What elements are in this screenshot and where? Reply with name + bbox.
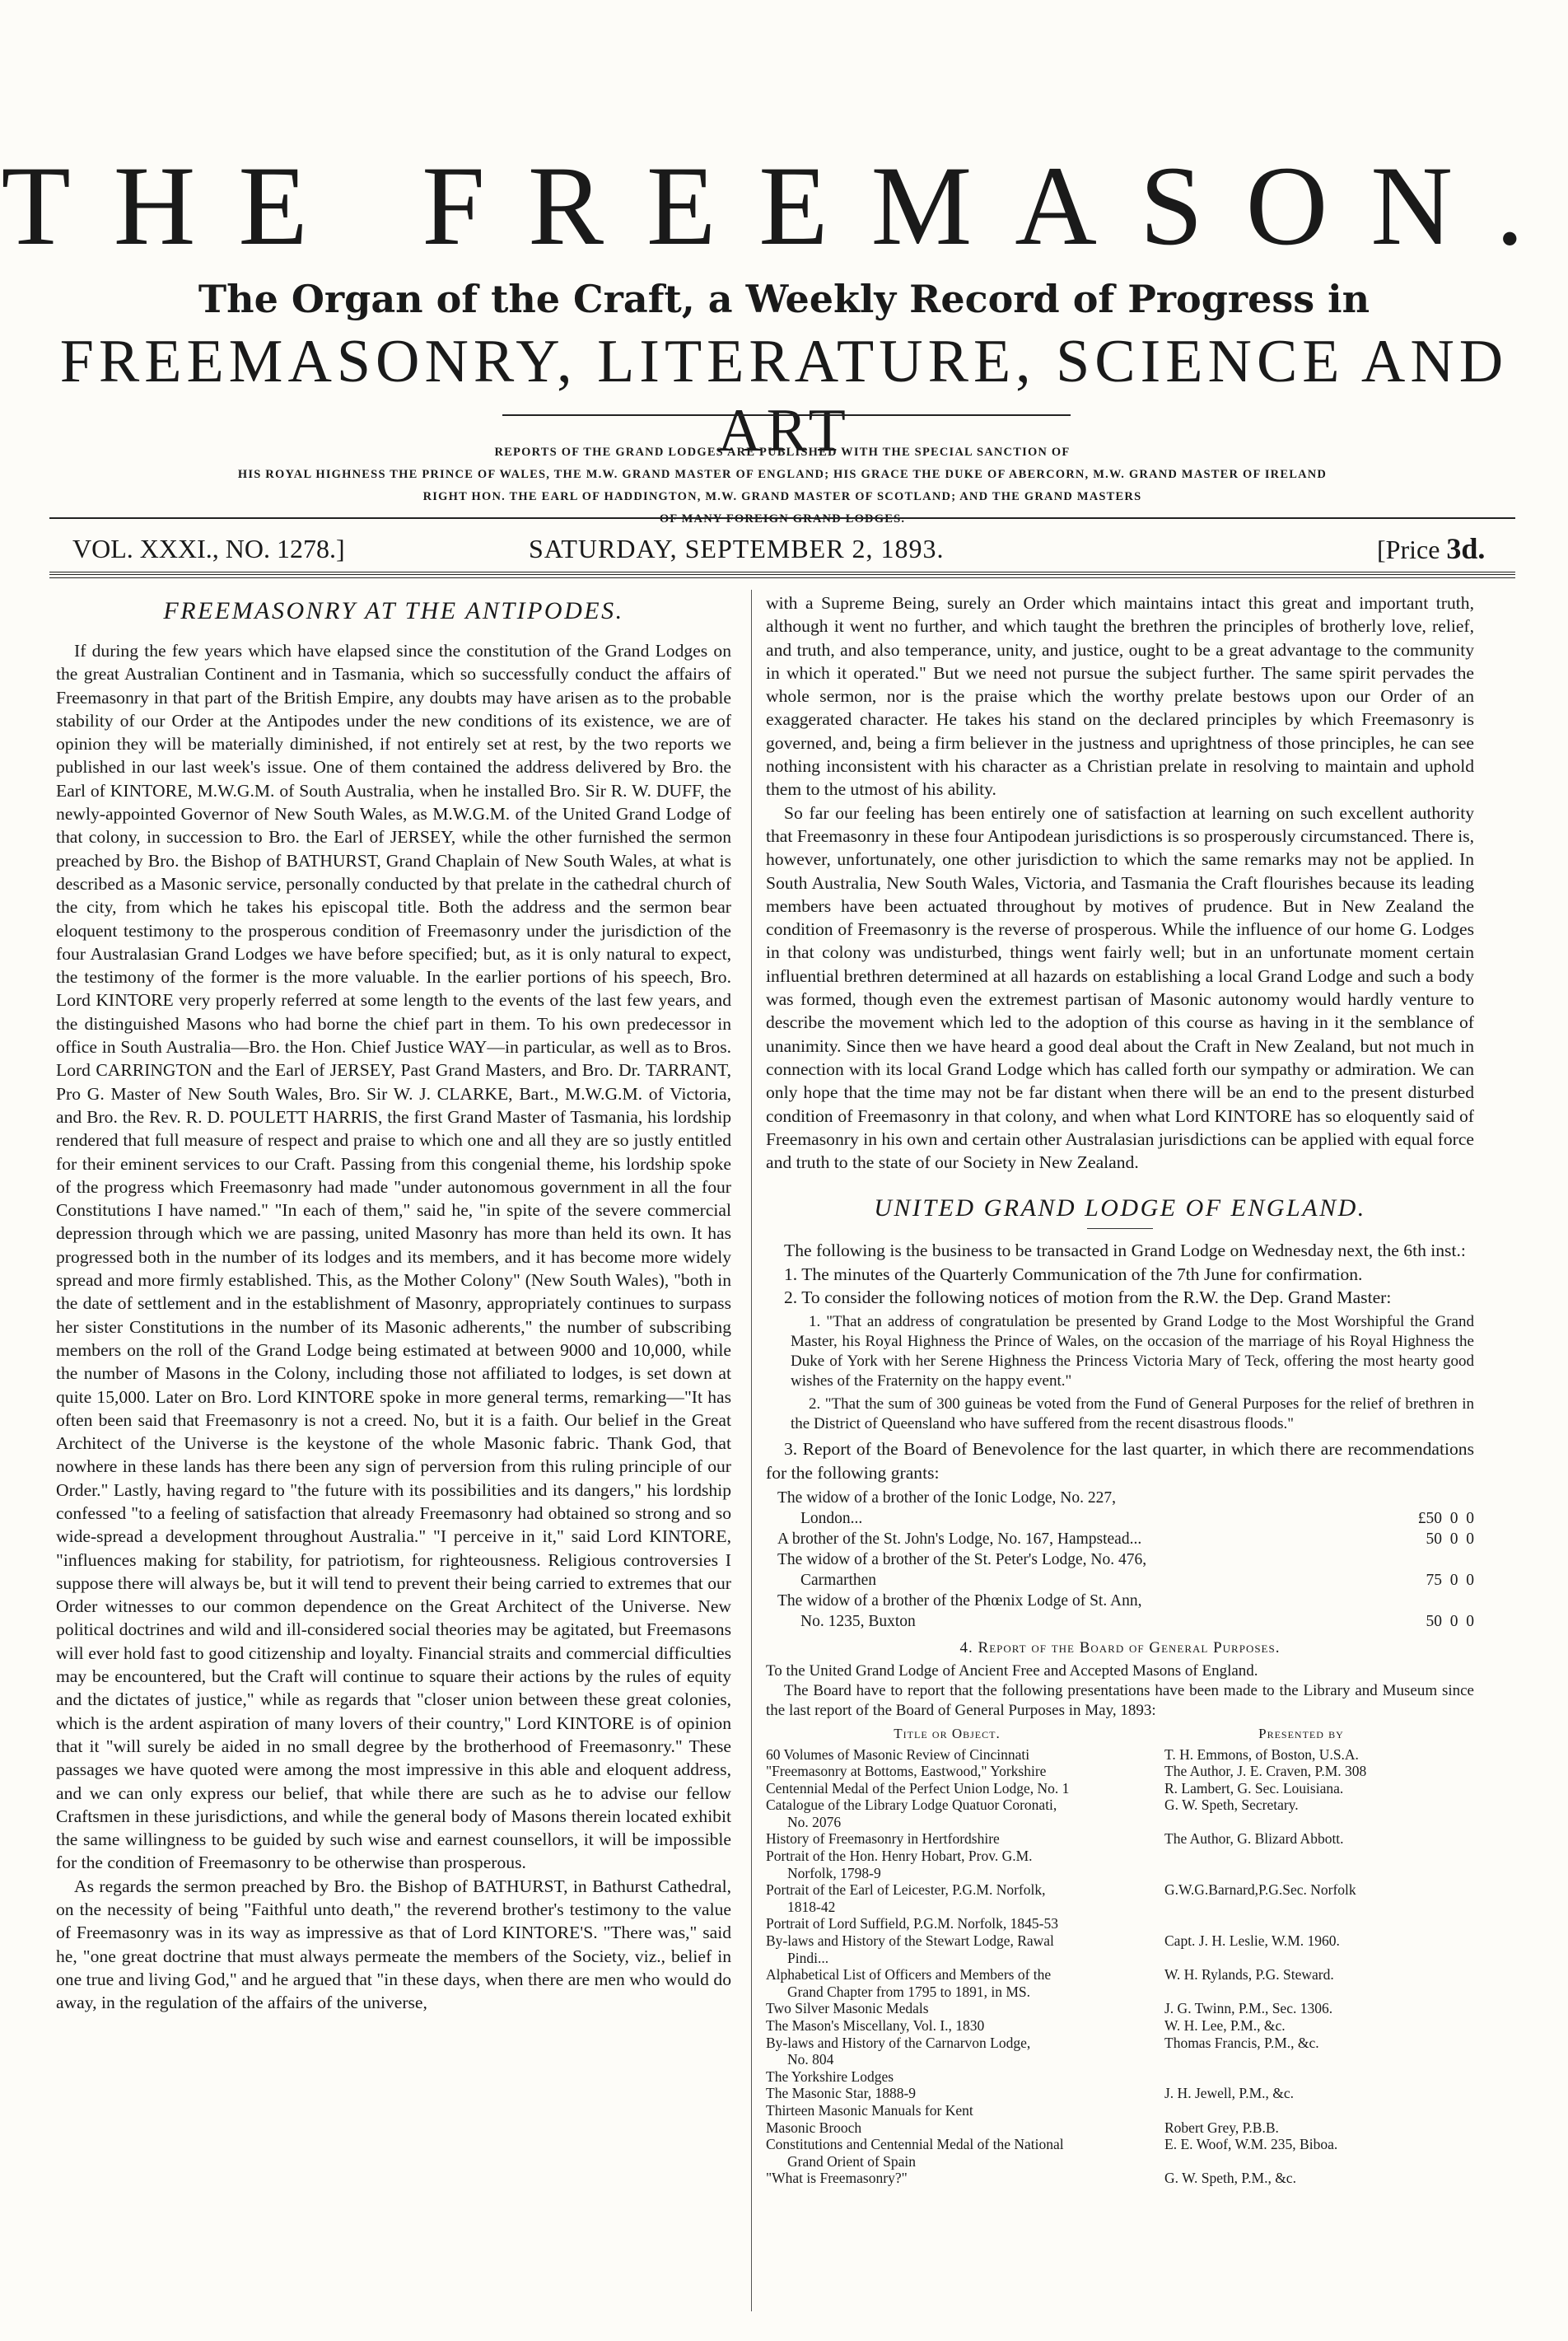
presentation-presenter: The Author, G. Blizard Abbott. [1164,1830,1344,1848]
board-text: The Board have to report that the following presentations have been made to the Library and Museum since the last report of the Board of General Purposes in May, 1893: [766,1682,1474,1720]
table-row [766,1763,1474,1780]
presentation-title-sub: 1818-42 [787,1898,836,1915]
presentation-title-text: Catalogue of the Library Lodge Quatuor Coronati, [766,1797,1057,1814]
right-column [766,591,1474,2187]
presentation-title-sub: No. 2076 [787,1813,842,1830]
presentation-title [766,2170,1160,2187]
article-heading-grand-lodge: UNITED GRAND LODGE OF ENGLAND. [874,1194,1366,1222]
article-paragraph: If during the few years which have elapsed since the constitution of the Grand Lodges on the great Australian Continent and in Tasmania, which so successfully conduct the affairs of Freemasonry in that part of the British Empire, any doubts may have arisen as to the probable stability of our Order at the Antipodes under the new conditions of its existence, we are of opinion they will be materially diminished, if not entirely set at rest, by the two reports we published in our last week's issue. One of them contained the address delivered by Bro. the Earl of KINTORE, M.W.G.M. of South Australia, when he installed Bro. Sir R. W. DUFF, the newly-appointed Governor of New South Wales, as M.W.G.M. of the United Grand Lodge of that colony, in succession to Bro. the Earl of JERSEY, while the other furnished the sermon preached by Bro. the Bishop of BATHURST, Grand Chaplain of New South Wales, at what is described as a Masonic service, personally conducted by that prelate in the cathedral church of the city, from which he takes his episcopal title. Both the address and the sermon bear eloquent testimony to the prosperous condition of Freemasonry under the jurisdiction of the four Australasian Grand Lodges we have before specified; but, as it is only natural to expect, the testimony of the former is the more valuable. In the earlier portions of his speech, Bro. Lord KINTORE very properly referred at some length to the events of the last few years, and the distinguished Masons who had borne the chief part in them. To his own predecessor in office in South Australia—Bro. the Hon. Chief Justice WAY—in particular, as well as to Bros. Lord CARRINGTON and the Earl of JERSEY, Past Grand Masters, and Bro. Dr. TARRANT, Pro G. Master of New South Wales, Bro. Sir W. J. CLARKE, Bart., M.W.G.M. of Victoria, and Bro. the Rev. R. D. POULETT HARRIS, the first Grand Master of Tasmania, his lordship rendered that full measure of respect and praise to which one and all they are so justly entitled for their eminent services to our Craft. Passing from this congenial theme, his lordship spoke of the progress which Freemasonry had made "under autonomous government in all the four Constitutions I have named." "In each of them," said he, "in spite of the severe commercial depression through which we are passing, united Masonry has more than held its own. It has progressed both in the number of its lodges and its members, and it has become more widely spread and more firmly established. This, as the Mother Colony" (New South Wales), "both in the date of settlement and in the establishment of Masonry, appropriately continues to surpass her sister Constitutions in the number of its Masonic adherents," the number of subscribing members on the roll of the Grand Lodge being estimated at between 9000 and 10,000, while the number of Masons in the Colony, including those not affiliated to lodges, is set down at quite 15,000. Later on Bro. Lord KINTORE spoke in more general terms, remarking—"It has often been said that Freemasonry is not a creed. No, but it is a faith. Our belief in the Great Architect of the Universe is the keystone of the whole Masonic fabric. Thank God, that nowhere in these lands has there been any sign of perversion from this ruling principle of our Order." Lastly, having regard to "the future with its possibilities and its dangers," his lordship confessed "to a feeling of satisfaction that already Freemasonry had obtained so strong and so wide-spread a development throughout Australia." "I perceive in it," said Lord KINTORE, "influences making for stability, for patriotism, for righteousness. Religious controversies I suppose there will always be, but it will tend to prevent their being carried to extremes that our Order witnesses to our common dependence on the Great Architect of the Universe. New political doctrines and wild and ill-considered social theories may be agitated, but Freemasons will ever hold fast to good citizenship and loyalty. Financial straits and commercial difficulties may be encountered, but the Craft will continue to square their actions by the rules of equity and the dictates of justice," while as regards that "closer union between these great colonies, which is the ardent aspiration of many lovers of their country," Lord KINTORE is of opinion that it "will surely be aided in no small degree by the brotherhood of Freemasonry." These passages we have quoted were among the most impressive in this able and eloquent address, and we can only express our belief, that while there are such as he to advise our fellow Craftsmen in these jurisdictions, and while the general body of Masons therein located exhibit the same willingness to be guided by such wise and earnest counsellors, it will be impossible for the condition of Freemasonry to be otherwise than prosperous. [56,641,731,1873]
presentation-title [766,1830,1160,1848]
presentation-title [766,2085,1160,2102]
presentation-title [766,1881,1160,1915]
presentation-presenter: G. W. Speth, P.M., &c. [1164,2170,1296,2187]
presentation-title-sub: Grand Orient of Spain [787,2152,917,2170]
presentation-title-text: Constitutions and Centennial Medal of the National [766,2136,1064,2153]
issue-volume: VOL. XXXI., NO. 1278.] [72,534,345,563]
presentation-presenter: G.W.G.Barnard,P.G.Sec. Norfolk [1164,1881,1356,1899]
presentation-title-sub: Pindi... [787,1949,829,1966]
article-continuation: with a Supreme Being, surely an Order which maintains intact this great and important truth, although it went no further, and which taught the brethren the principles of brotherly love, relief, and truth, and also temperance, unity, and justice, ought to be a great advantage to the community in which it operated." But we need not pursue the subject further. The same spirit pervades the whole sermon, nor is the praise which the worthy prelate bestows upon our Order of an exaggerated character. He takes his stand on the declared principles by which Freemasonry is governed, and, being a firm believer in the justness and uprightness of those principles, he can see nothing inconsistent with his character as a Christian prelate in resolving to maintain and uphold them to the utmost of his ability. [766,593,1474,800]
presentation-title-text: History of Freemasonry in Hertfordshire [766,1830,1000,1848]
presentation-title [766,1780,1160,1797]
table-row [766,1797,1474,1830]
column-divider [751,590,752,2311]
presentation-title-text: Masonic Brooch [766,2119,862,2136]
presentation-title-text: "What is Freemasonry?" [766,2170,908,2187]
left-column [56,591,731,2015]
newspaper-subtitle-subjects: FREEMASONRY, LITERATURE, SCIENCE AND ART [59,328,1509,465]
presentation-title-text: The Yorkshire Lodges [766,2068,894,2085]
motion-notice: 2. "That the sum of 300 guineas be voted from the Fund of General Purposes for the relief of brethren in the District of Queensland who have suffered from the recent disastrous floods." [791,1395,1474,1433]
presentation-presenter: E. E. Woof, W.M. 235, Biboa. [1164,2136,1338,2153]
presentations-header-presenter: Presented by [1258,1726,1344,1742]
presentation-title-sub: No. 804 [787,2051,834,2068]
presentation-title [766,1797,1160,1830]
table-row [766,2068,1474,2086]
presentation-title [766,2119,1160,2137]
presentation-presenter: J. H. Jewell, P.M., &c. [1164,2085,1295,2102]
heading-rule [1087,1228,1153,1229]
article-heading-antipodes: FREEMASONRY AT THE ANTIPODES. [163,597,624,624]
presentations-table [766,1746,1474,2187]
grant-entry: The widow of a brother of the Phœnix Lodge of St. Ann, No. 1235, Buxton 50 0 0 [777,1591,1474,1630]
presentation-presenter: W. H. Rylands, P.G. Steward. [1164,1966,1334,1984]
presentation-title [766,1932,1160,1966]
table-row [766,2017,1474,2035]
article-paragraph: As regards the sermon preached by Bro. the Bishop of BATHURST, in Bathurst Cathedral, on the necessity of being "Faithful unto death," the reverend brother's testimony to the value of Freemasonry was in its way as impressive as that of Lord KINTORE'S. "There was," said he, "one great doctrine that must always permeate the members of the Society, viz., belief in one true and living God," and he argued that "in these days, when there are men who would do away, in the regulation of the affairs of the universe, [56,1876,731,2013]
presentation-presenter: The Author, J. E. Craven, P.M. 308 [1164,1763,1367,1780]
presentation-title [766,2068,1160,2086]
business-item: 1. The minutes of the Quarterly Communication of the 7th June for confirmation. [784,1264,1363,1284]
presentation-presenter: W. H. Lee, P.M., &c. [1164,2017,1286,2034]
grant-amount: £50 0 0 [1417,1509,1474,1527]
presentation-title [766,2017,1160,2035]
presentation-presenter: R. Lambert, G. Sec. Louisiana. [1164,1779,1344,1797]
table-row [766,2119,1474,2137]
presentation-presenter: G. W. Speth, Secretary. [1164,1797,1299,1814]
grant-amount: 50 0 0 [1426,1530,1474,1548]
presentation-title-text: By-laws and History of the Stewart Lodge, Rawal [766,1932,1054,1950]
newspaper-subtitle: The Organ of the Craft, a Weekly Record of Progress in [198,277,1370,321]
business-intro: The following is the business to be transacted in Grand Lodge on Wednesday next, the 6th inst.: [784,1241,1466,1261]
presentation-title-text: Centennial Medal of the Perfect Union Lodge, No. 1 [766,1779,1070,1797]
presentation-title [766,2035,1160,2068]
price-label: [Price [1377,535,1440,564]
presentation-title-text: Portrait of the Earl of Leicester, P.G.M. Norfolk, [766,1881,1046,1899]
table-row [766,1780,1474,1797]
presentation-title-sub: Grand Chapter from 1795 to 1891, in MS. [787,1983,1031,2000]
table-row [766,2000,1474,2017]
sanction-line: REPORTS OF THE GRAND LODGES ARE PUBLISHED WITH THE SPECIAL SANCTION OF [494,446,1071,459]
presentation-title-text: Portrait of Lord Suffield, P.G.M. Norfolk, 1845-53 [766,1915,1058,1932]
presentation-presenter [1160,2068,1474,2086]
issue-price [1377,532,1485,566]
business-item: 3. Report of the Board of Benevolence for the last quarter, in which there are recommendations for the following grants: [766,1439,1474,1483]
sanction-line: HIS ROYAL HIGHNESS THE PRINCE OF WALES, THE M.W. GRAND MASTER OF ENGLAND; HIS GRACE THE DUKE OF ABERCORN, M.W. GRAND MASTER OF IRELAND [237,468,1328,481]
presentation-title [766,2136,1160,2170]
presentation-presenter: Robert Grey, P.B.B. [1164,2119,1279,2136]
grant-entry: A brother of the St. John's Lodge, No. 167, Hampstead... 50 0 0 [777,1530,1474,1548]
masthead-rule [502,414,1071,416]
presentation-title-text: The Mason's Miscellany, Vol. I., 1830 [766,2017,985,2034]
business-item: 2. To consider the following notices of motion from the R.W. the Dep. Grand Master: [784,1287,1392,1308]
table-row [766,1915,1474,1932]
table-row [766,1830,1474,1848]
presentation-title-text: By-laws and History of the Carnarvon Lodge, [766,2034,1031,2051]
presentation-title [766,2102,1160,2119]
table-row [766,1746,1474,1764]
grants-list [777,1488,1474,1632]
motion-notice: 1. "That an address of congratulation be presented by Grand Lodge to the Most Worshipful the Grand Master, his Royal Highness the Prince of Wales, on the occasion of the marriage of his Royal Highness the Duke of York with her Serene Highness the Princess Victoria Mary of Teck, offering the most hearty good wishes of the Fraternity on the happy event." [791,1313,1474,1390]
issue-date: SATURDAY, SEPTEMBER 2, 1893. [529,534,945,563]
presentation-presenter: J. G. Twinn, P.M., Sec. 1306. [1164,2000,1333,2017]
presentation-title [766,1848,1160,1881]
presentation-title-text: The Masonic Star, 1888-9 [766,2085,917,2102]
table-row [766,1848,1474,1881]
grant-amount: 50 0 0 [1426,1612,1474,1630]
presentation-title [766,1966,1160,2000]
table-row [766,2102,1474,2119]
issue-rule-top [49,517,1515,519]
presentation-title [766,1746,1160,1764]
newspaper-title: THE FREEMASON. [1,143,1567,269]
presentation-title-text: Alphabetical List of Officers and Members of the [766,1966,1052,1984]
presentation-title-text: Two Silver Masonic Medals [766,2000,929,2017]
presentation-presenter [1160,1848,1474,1881]
presentations-header-title: Title or Object. [894,1726,1001,1742]
presentation-presenter: T. H. Emmons, of Boston, U.S.A. [1164,1745,1359,1763]
presentation-presenter [1160,2102,1474,2119]
table-row [766,1966,1474,2000]
article-paragraph: So far our feeling has been entirely one of satisfaction at learning on such excellent authority that Freemasonry in these four Antipodean jurisdictions is so prosperously circumstanced. There is, however, unfortunately, one other jurisdiction to which the same remarks may not be applied. In South Australia, New South Wales, Victoria, and Tasmania the Craft flourishes because its leading members have been actuated throughout by motives of prudence. But in New Zealand the condition of Freemasonry is the reverse of prosperous. While the influence of our home G. Lodges in that colony was undisturbed, things went fairly well; but in an unfortunate moment certain influential brethren determined at all hazards on establishing a local Grand Lodge and such a body was formed, though even the extremest partisan of Masonic autonomy would hardly venture to describe the movement which led to the adoption of this course as having in it the semblance of unanimity. Since then we have heard a good deal about the Craft in New Zealand, but not much in connection with its local Grand Lodge which has called forth our sympathy or admiration. We can only hope that the time may not be far distant when there will be an end to the present disturbed condition of Freemasonry in that colony, and when what Lord KINTORE has so eloquently said of Freemasonry in his own and certain other Australasian jurisdictions can be applied with equal force and truth to the state of our Society in New Zealand. [766,802,1474,1173]
presentation-presenter [1160,1915,1474,1932]
table-row [766,2170,1474,2187]
issue-rule-bottom [49,572,1515,578]
table-row [766,1881,1474,1915]
presentation-title-text: "Freemasonry at Bottoms, Eastwood," Yorkshire [766,1763,1047,1780]
presentation-title-text: 60 Volumes of Masonic Review of Cincinnati [766,1745,1030,1763]
table-row [766,2136,1474,2170]
sanction-line: OF MANY FOREIGN GRAND LODGES. [659,512,906,526]
presentation-title-text: Thirteen Masonic Manuals for Kent [766,2101,973,2119]
presentation-presenter: Capt. J. H. Leslie, W.M. 1960. [1164,1932,1340,1950]
table-row [766,1932,1474,1966]
grant-entry: The widow of a brother of the Ionic Lodge, No. 227, London... £50 0 0 [777,1488,1474,1527]
grant-amount: 75 0 0 [1426,1571,1474,1589]
presentation-presenter: Thomas Francis, P.M., &c. [1164,2034,1319,2051]
presentation-title [766,2000,1160,2017]
presentation-title [766,1915,1160,1932]
presentation-title-text: Portrait of the Hon. Henry Hobart, Prov. G.M. [766,1848,1033,1865]
report-heading: 4. Report of the Board of General Purposes. [959,1638,1281,1656]
sanction-line: RIGHT HON. THE EARL OF HADDINGTON, M.W. GRAND MASTER OF SCOTLAND; AND THE GRAND MASTERS [422,490,1142,503]
table-row [766,2085,1474,2102]
price-value: 3d. [1446,532,1486,565]
grant-entry: The widow of a brother of the St. Peter's Lodge, No. 476, Carmarthen 75 0 0 [777,1550,1474,1589]
presentations-header [766,1722,1474,1745]
board-address: To the United Grand Lodge of Ancient Free and Accepted Masons of England. [766,1662,1258,1680]
presentation-title [766,1763,1160,1780]
table-row [766,2035,1474,2068]
presentation-title-sub: Norfolk, 1798-9 [787,1864,881,1881]
